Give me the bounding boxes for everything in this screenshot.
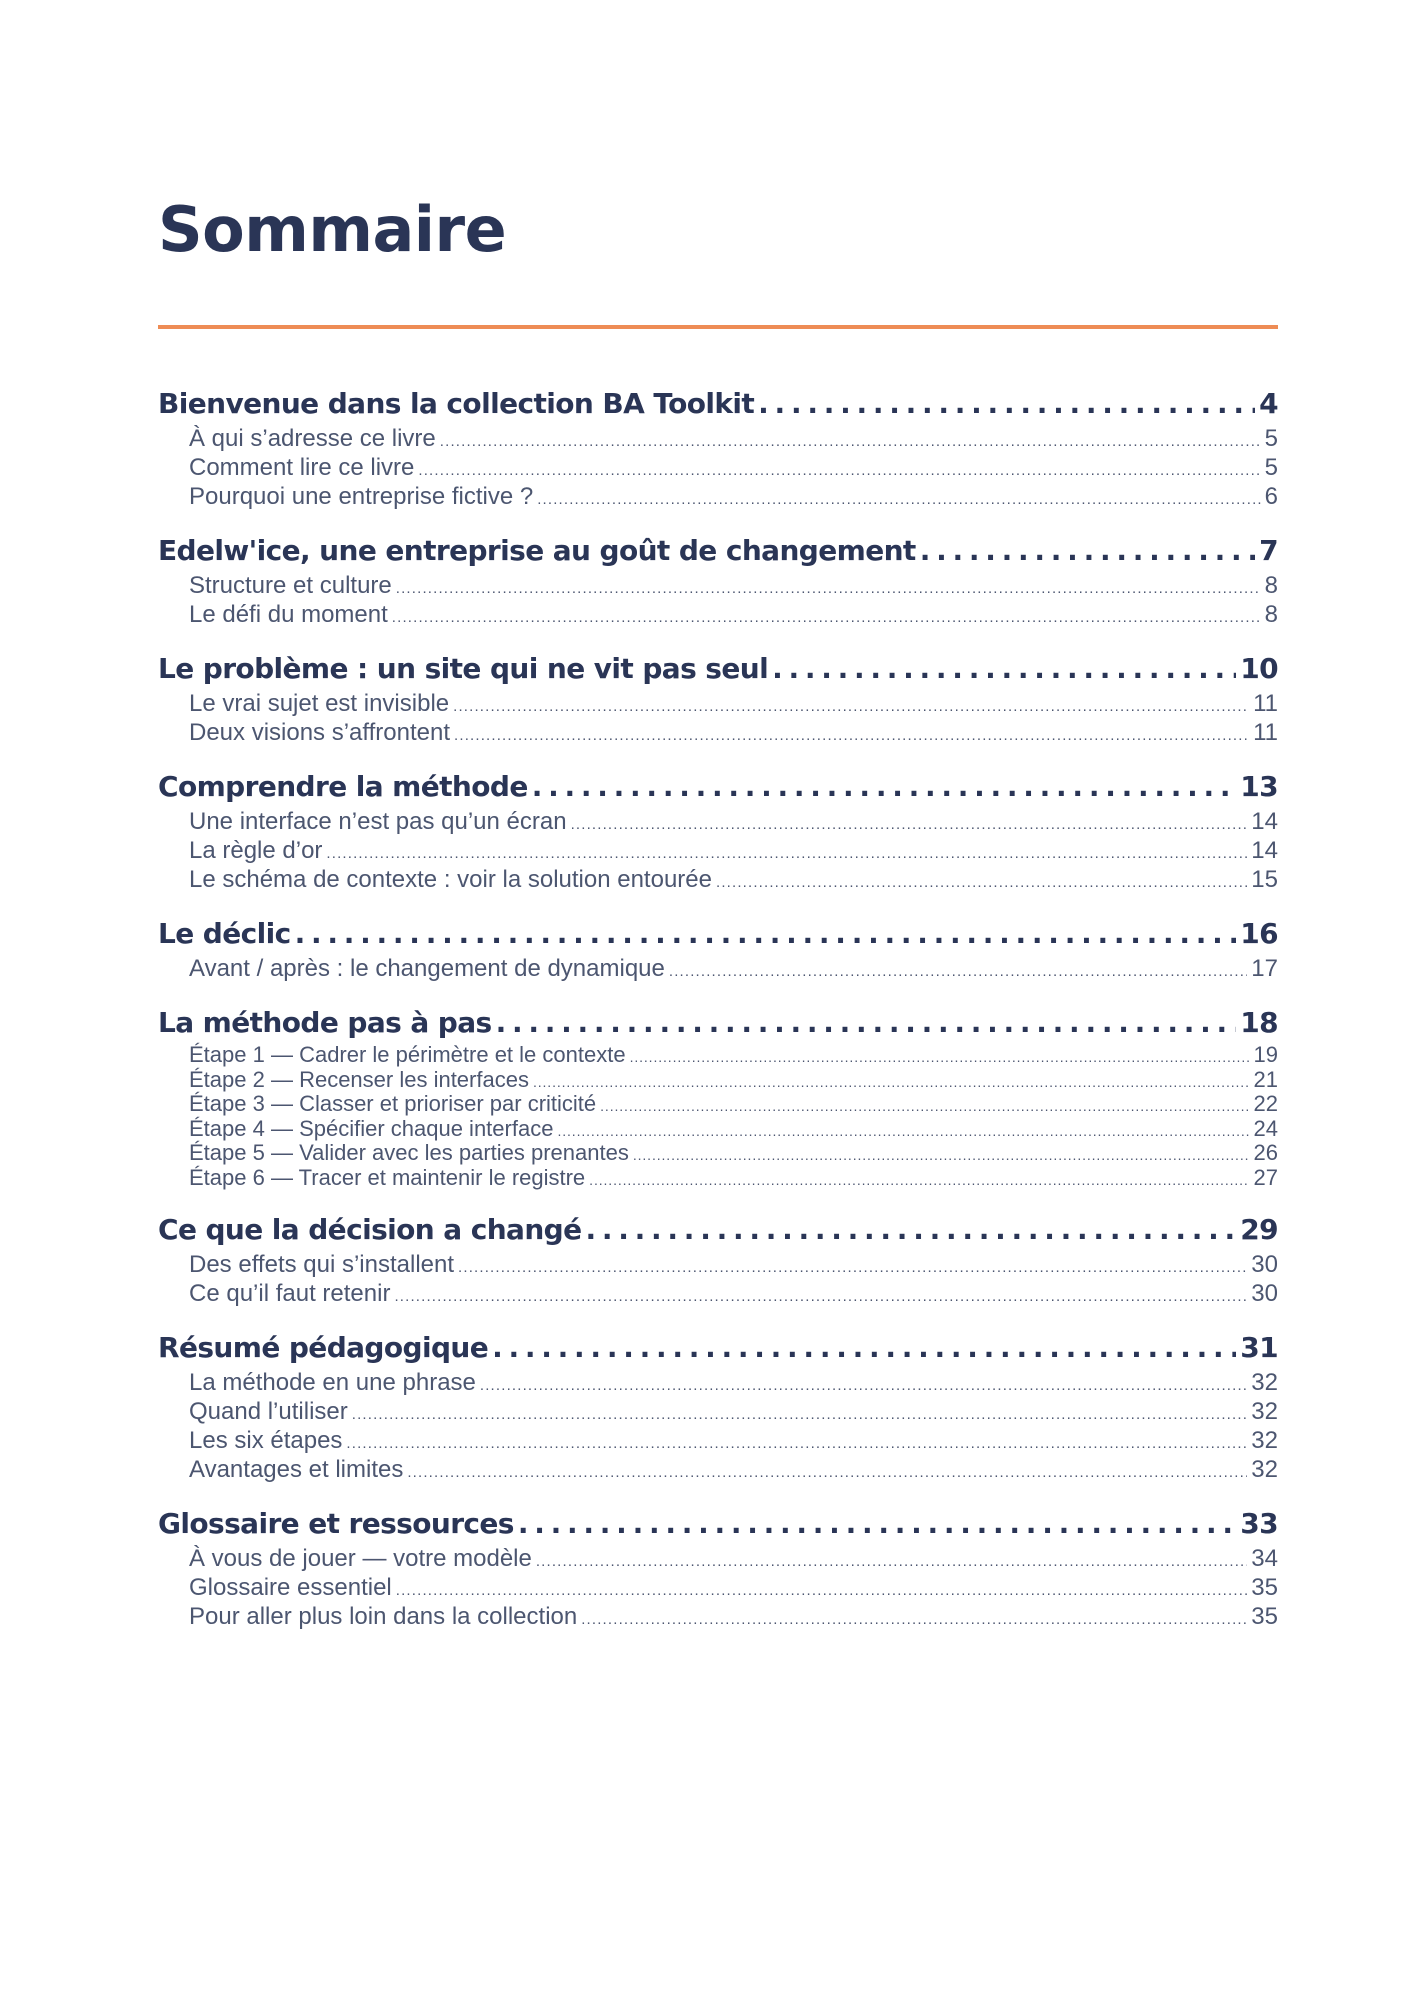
toc-chapter-entry[interactable] xyxy=(158,649,1278,689)
subsection-title: Étape 5 — Valider avec les parties prenantes xyxy=(189,1140,629,1165)
dot-leader xyxy=(418,453,1260,485)
subsection-title: Avantages et limites xyxy=(189,1456,404,1483)
subsection-title: Étape 1 — Cadrer le périmètre et le contexte xyxy=(189,1042,626,1067)
toc-subsection-entry[interactable] xyxy=(158,1117,1278,1142)
subsection-page-number: 21 xyxy=(1253,1066,1278,1092)
toc-subsection-entry[interactable] xyxy=(158,1092,1278,1117)
chapter-page-number: 13 xyxy=(1240,770,1278,803)
toc-subsection-entry[interactable] xyxy=(158,1068,1278,1093)
toc-subsection-entry[interactable] xyxy=(158,571,1278,600)
toc-section xyxy=(158,1504,1278,1631)
chapter-page-number: 7 xyxy=(1259,534,1278,567)
toc-chapter-entry[interactable] xyxy=(158,1003,1278,1043)
toc-chapter-entry[interactable] xyxy=(158,767,1278,807)
chapter-title: Le problème : un site qui ne vit pas seul xyxy=(158,652,769,685)
dot-leader xyxy=(396,1573,1248,1605)
dot-leader xyxy=(492,1328,1236,1368)
subsection-page-number: 11 xyxy=(1253,690,1278,717)
toc-subsection-entry[interactable] xyxy=(158,600,1278,629)
subsection-title: Structure et culture xyxy=(189,572,392,599)
subsection-page-number: 8 xyxy=(1264,601,1278,628)
chapter-page-number: 33 xyxy=(1240,1507,1278,1540)
toc-subsection-entry[interactable] xyxy=(158,1043,1278,1068)
toc-section xyxy=(158,914,1278,983)
subsection-title: Glossaire essentiel xyxy=(189,1574,392,1601)
chapter-title: Bienvenue dans la collection BA Toolkit xyxy=(158,387,755,420)
dot-leader xyxy=(536,1544,1247,1576)
title-divider xyxy=(158,325,1278,329)
toc-subsection-entry[interactable] xyxy=(158,1141,1278,1166)
toc-subsection-entry[interactable] xyxy=(158,1573,1278,1602)
toc-subsection-entry[interactable] xyxy=(158,1426,1278,1455)
subsection-page-number: 32 xyxy=(1251,1369,1278,1396)
dot-leader xyxy=(407,1455,1247,1487)
dot-leader xyxy=(633,1141,1250,1168)
dot-leader xyxy=(454,718,1249,750)
toc-subsection-entry[interactable] xyxy=(158,453,1278,482)
dot-leader xyxy=(518,1504,1236,1544)
toc-subsection-entry[interactable] xyxy=(158,865,1278,894)
dot-leader xyxy=(458,1250,1247,1282)
subsection-title: Une interface n’est pas qu’un écran xyxy=(189,808,567,835)
toc-subsection-entry[interactable] xyxy=(158,836,1278,865)
dot-leader xyxy=(352,1397,1248,1429)
dot-leader xyxy=(440,424,1261,456)
toc-chapter-entry[interactable] xyxy=(158,1328,1278,1368)
toc-subsection-entry[interactable] xyxy=(158,954,1278,983)
subsection-title: Comment lire ce livre xyxy=(189,454,415,481)
toc-section xyxy=(158,1328,1278,1484)
dot-leader xyxy=(586,1210,1237,1250)
subsection-title: À qui s’adresse ce livre xyxy=(189,425,436,452)
toc-section xyxy=(158,531,1278,629)
chapter-page-number: 10 xyxy=(1240,652,1278,685)
table-of-contents xyxy=(158,384,1278,1651)
subsection-title: Étape 6 — Tracer et maintenir le registre xyxy=(189,1164,586,1190)
dot-leader xyxy=(630,1043,1250,1070)
chapter-title: Ce que la décision a changé xyxy=(158,1213,582,1246)
subsection-page-number: 26 xyxy=(1253,1140,1278,1165)
subsection-title: La méthode en une phrase xyxy=(189,1369,476,1396)
subsection-page-number: 22 xyxy=(1253,1091,1278,1116)
subsection-page-number: 27 xyxy=(1253,1164,1278,1190)
toc-subsection-entry[interactable] xyxy=(158,1397,1278,1426)
subsection-title: Avant / après : le changement de dynamique xyxy=(189,955,665,982)
subsection-title: Étape 4 — Spécifier chaque interface xyxy=(189,1115,554,1141)
subsection-title: Des effets qui s’installent xyxy=(189,1251,455,1278)
subsection-page-number: 30 xyxy=(1251,1251,1278,1278)
subsection-title: La règle d’or xyxy=(189,837,323,864)
subsection-page-number: 14 xyxy=(1251,837,1278,864)
toc-subsection-entry[interactable] xyxy=(158,1279,1278,1308)
chapter-page-number: 31 xyxy=(1240,1331,1278,1364)
toc-section xyxy=(158,649,1278,747)
subsection-page-number: 11 xyxy=(1253,719,1278,746)
toc-subsection-entry[interactable] xyxy=(158,424,1278,453)
dot-leader xyxy=(346,1426,1247,1458)
subsection-page-number: 17 xyxy=(1251,955,1278,982)
subsection-page-number: 8 xyxy=(1264,572,1278,599)
subsection-title: Quand l’utiliser xyxy=(189,1398,348,1425)
toc-subsection-entry[interactable] xyxy=(158,1368,1278,1397)
dot-leader xyxy=(557,1117,1249,1144)
subsection-page-number: 32 xyxy=(1251,1456,1278,1483)
subsection-title: Le vrai sujet est invisible xyxy=(189,690,450,717)
toc-subsection-entry[interactable] xyxy=(158,807,1278,836)
dot-leader xyxy=(480,1368,1247,1400)
dot-leader xyxy=(581,1602,1247,1634)
dot-leader xyxy=(295,914,1237,954)
subsection-page-number: 24 xyxy=(1253,1115,1278,1141)
chapter-page-number: 29 xyxy=(1240,1213,1278,1246)
toc-chapter-entry[interactable] xyxy=(158,914,1278,954)
subsection-title: À vous de jouer — votre modèle xyxy=(189,1545,532,1572)
subsection-page-number: 35 xyxy=(1251,1603,1278,1630)
subsection-title: Étape 3 — Classer et prioriser par criticité xyxy=(189,1091,597,1116)
subsection-page-number: 19 xyxy=(1253,1042,1278,1067)
subsection-title: Ce qu’il faut retenir xyxy=(189,1280,391,1307)
toc-chapter-entry[interactable] xyxy=(158,1210,1278,1250)
dot-leader xyxy=(532,767,1237,807)
subsection-page-number: 5 xyxy=(1264,425,1278,452)
subsection-title: Deux visions s’affrontent xyxy=(189,719,451,746)
chapter-page-number: 18 xyxy=(1240,1006,1278,1039)
dot-leader xyxy=(920,531,1255,571)
subsection-page-number: 14 xyxy=(1251,808,1278,835)
dot-leader xyxy=(589,1166,1249,1193)
subsection-page-number: 6 xyxy=(1264,483,1278,510)
chapter-title: Glossaire et ressources xyxy=(158,1507,514,1540)
chapter-page-number: 4 xyxy=(1259,387,1278,420)
toc-subsection-entry[interactable] xyxy=(158,718,1278,747)
subsection-title: Pourquoi une entreprise fictive ? xyxy=(189,483,534,510)
subsection-title: Le défi du moment xyxy=(189,601,388,628)
chapter-title: Le déclic xyxy=(158,917,291,950)
subsection-page-number: 5 xyxy=(1264,454,1278,481)
toc-section xyxy=(158,1003,1278,1190)
dot-leader xyxy=(392,600,1261,632)
subsection-page-number: 15 xyxy=(1251,866,1278,893)
toc-subsection-entry[interactable] xyxy=(158,482,1278,511)
chapter-page-number: 16 xyxy=(1240,917,1278,950)
dot-leader xyxy=(453,689,1249,721)
dot-leader xyxy=(571,807,1248,839)
subsection-page-number: 34 xyxy=(1251,1545,1278,1572)
dot-leader xyxy=(716,865,1247,897)
toc-section xyxy=(158,767,1278,894)
toc-chapter-entry[interactable] xyxy=(158,531,1278,571)
dot-leader xyxy=(496,1003,1237,1043)
dot-leader xyxy=(669,954,1247,986)
toc-subsection-entry[interactable] xyxy=(158,1455,1278,1484)
toc-section xyxy=(158,1210,1278,1308)
toc-chapter-entry[interactable] xyxy=(158,384,1278,424)
dot-leader xyxy=(394,1279,1247,1311)
chapter-title: Edelw'ice, une entreprise au goût de changement xyxy=(158,534,916,567)
subsection-title: Étape 2 — Recenser les interfaces xyxy=(189,1066,529,1092)
page-title: Sommaire xyxy=(158,193,507,266)
toc-chapter-entry[interactable] xyxy=(158,1504,1278,1544)
subsection-title: Les six étapes xyxy=(189,1427,343,1454)
dot-leader xyxy=(772,649,1236,689)
subsection-title: Pour aller plus loin dans la collection xyxy=(189,1603,578,1630)
dot-leader xyxy=(758,384,1255,424)
toc-subsection-entry[interactable] xyxy=(158,1166,1278,1191)
dot-leader xyxy=(537,482,1260,514)
dot-leader xyxy=(326,836,1247,868)
subsection-page-number: 32 xyxy=(1251,1427,1278,1454)
dot-leader xyxy=(600,1092,1249,1119)
toc-subsection-entry[interactable] xyxy=(158,1544,1278,1573)
subsection-page-number: 35 xyxy=(1251,1574,1278,1601)
subsection-page-number: 32 xyxy=(1251,1398,1278,1425)
toc-subsection-entry[interactable] xyxy=(158,1602,1278,1631)
toc-subsection-entry[interactable] xyxy=(158,1250,1278,1279)
toc-subsection-entry[interactable] xyxy=(158,689,1278,718)
chapter-title: Résumé pédagogique xyxy=(158,1331,489,1364)
chapter-title: La méthode pas à pas xyxy=(158,1006,492,1039)
dot-leader xyxy=(533,1068,1250,1095)
subsection-title: Le schéma de contexte : voir la solution entourée xyxy=(189,866,712,893)
dot-leader xyxy=(396,571,1261,603)
chapter-title: Comprendre la méthode xyxy=(158,770,528,803)
toc-section xyxy=(158,384,1278,511)
subsection-page-number: 30 xyxy=(1251,1280,1278,1307)
